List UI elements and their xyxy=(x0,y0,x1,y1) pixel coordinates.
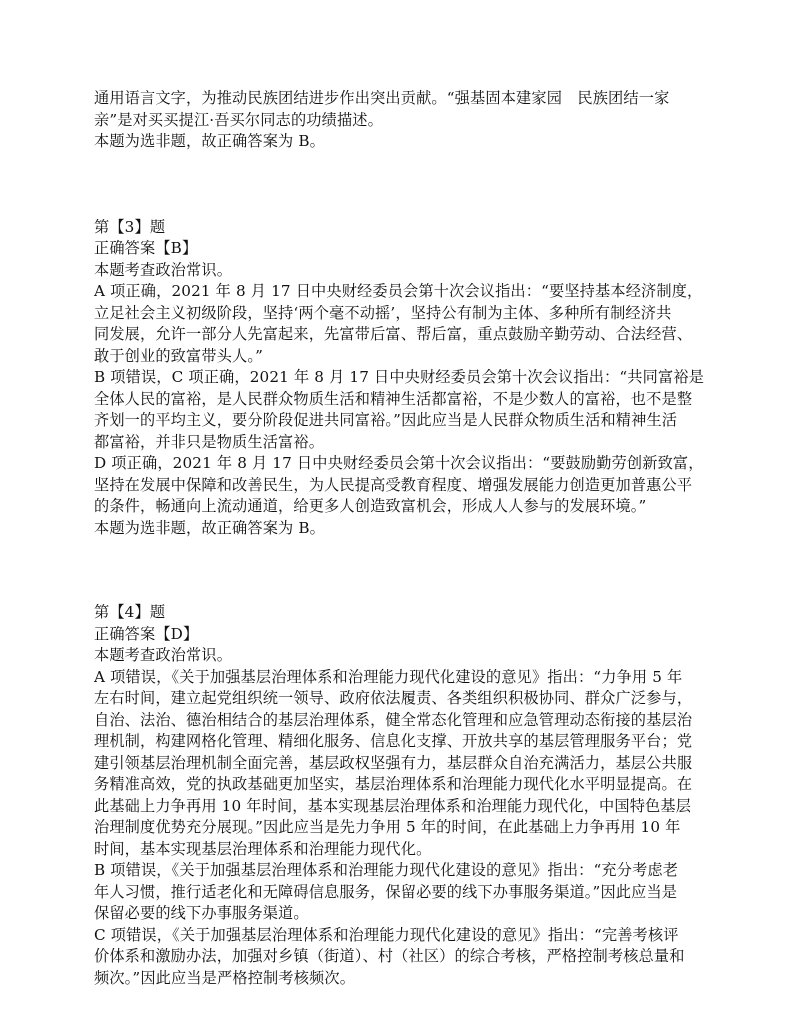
question-4-line: 年人习惯，推行适老化和无障碍信息服务，保留必要的线下办事服务渠道。”因此应当是 xyxy=(94,882,678,901)
question-3-line: 本题为选非题，故正确答案为 B。 xyxy=(94,518,326,537)
document-page xyxy=(94,88,714,989)
question-3-line: D 项正确，2021 年 8 月 17 日中央财经委员会第十次会议指出：“要鼓励勤劳创新致富， xyxy=(94,454,704,472)
question-4-line: 建引领基层治理机制全面完善，基层政权坚强有力，基层群众自治充满活力，基层公共服 xyxy=(94,753,693,772)
question-3-line: 都富裕，并非只是物质生活富裕。 xyxy=(94,432,325,451)
question-4-line: C 项错误，《关于加强基层治理体系和治理能力现代化建设的意见》指出：“完善考核评 xyxy=(94,925,679,944)
question-3-line: 全体人民的富裕，是人民群众物质生活和精神生活都富裕，不是少数人的富裕，也不是整 xyxy=(94,389,693,408)
question-4-line: 频次。”因此应当是严格控制考核频次。 xyxy=(94,968,356,987)
question-4-line: B 项错误，《关于加强基层治理体系和治理能力现代化建设的意见》指出：“充分考虑老 xyxy=(94,861,679,879)
question-4-line: 务精准高效，党的执政基础更加坚实，基层治理体系和治理能力现代化水平明显提高。在 xyxy=(94,775,693,793)
question-4-line: 保留必要的线下办事服务渠道。 xyxy=(94,904,309,922)
question-3-section xyxy=(94,217,714,540)
question-4-line: 治理制度优势充分展现。”因此应当是先力争用 5 年的时间，在此基础上力争再用 10 年 xyxy=(94,818,681,836)
question-4-title: 第【4】题 xyxy=(94,603,166,621)
question-3-line: 本题考查政治常识。 xyxy=(94,260,233,279)
question-3-answer: 正确答案【B】 xyxy=(94,239,198,257)
intro-line: 亲”是对买买提江·吾买尔同志的功绩描述。 xyxy=(94,110,383,129)
question-4-line: 左右时间，建立起党组织统一领导、政府依法履责、各类组织积极协同、群众广泛参与， xyxy=(94,689,693,707)
question-4-line: 时间，基本实现基层治理体系和治理能力现代化。 xyxy=(94,839,432,858)
question-3-line: 立足社会主义初级阶段，坚持‘两个毫不动摇’，坚持公有制为主体、多种所有制经济共 xyxy=(94,303,672,322)
question-4-line: 价体系和激励办法，加强对乡镇（街道）、村（社区）的综合考核，严格控制考核总量和 xyxy=(94,947,685,965)
question-4-line: 此基础上力争再用 10 年时间，基本实现基层治理体系和治理能力现代化，中国特色基层 xyxy=(94,796,692,815)
question-4-answer: 正确答案【D】 xyxy=(94,624,199,643)
intro-section xyxy=(94,88,714,153)
section-spacer xyxy=(94,539,714,602)
question-3-line: 敢于创业的致富带头人。” xyxy=(94,346,264,365)
question-3-line: A 项正确，2021 年 8 月 17 日中央财经委员会第十次会议指出：“要坚持基本经济制度， xyxy=(94,282,703,300)
question-4-line: A 项错误，《关于加强基层治理体系和治理能力现代化建设的意见》指出：“力争用 5 年 xyxy=(94,667,683,686)
question-4-line: 自治、法治、德治相结合的基层治理体系，健全常态化管理和应急管理动态衔接的基层治 xyxy=(94,710,693,729)
question-4-line: 本题考查政治常识。 xyxy=(94,646,233,664)
question-3-line: 的条件，畅通向上流动通道，给更多人创造致富机会，形成人人参与的发展环境。” xyxy=(94,497,647,515)
intro-line: 通用语言文字，为推动民族团结进步作出突出贡献。“强基固本建家园 民族团结一家 xyxy=(94,89,670,107)
question-3-title: 第【3】题 xyxy=(94,217,166,236)
intro-line: 本题为选非题，故正确答案为 B。 xyxy=(94,132,326,150)
question-3-line: 同发展，允许一部分人先富起来，先富带后富、帮后富，重点鼓励辛勤劳动、合法经营、 xyxy=(94,325,693,343)
question-3-line: 齐划一的平均主义，要分阶段促进共同富裕。”因此应当是人民群众物质生活和精神生活 xyxy=(94,411,678,429)
question-4-line: 理机制，构建网格化管理、精细化服务、信息化支撑、开放共享的基层管理服务平台；党 xyxy=(94,732,693,750)
question-3-line: B 项错误，C 项正确，2021 年 8 月 17 日中央财经委员会第十次会议指出：“共同富裕是 xyxy=(94,368,704,386)
question-3-line: 坚持在发展中保障和改善民生，为人民提高受教育程度、增强发展能力创造更加普惠公平 xyxy=(94,475,693,494)
section-spacer xyxy=(94,153,714,217)
question-4-section xyxy=(94,602,714,989)
